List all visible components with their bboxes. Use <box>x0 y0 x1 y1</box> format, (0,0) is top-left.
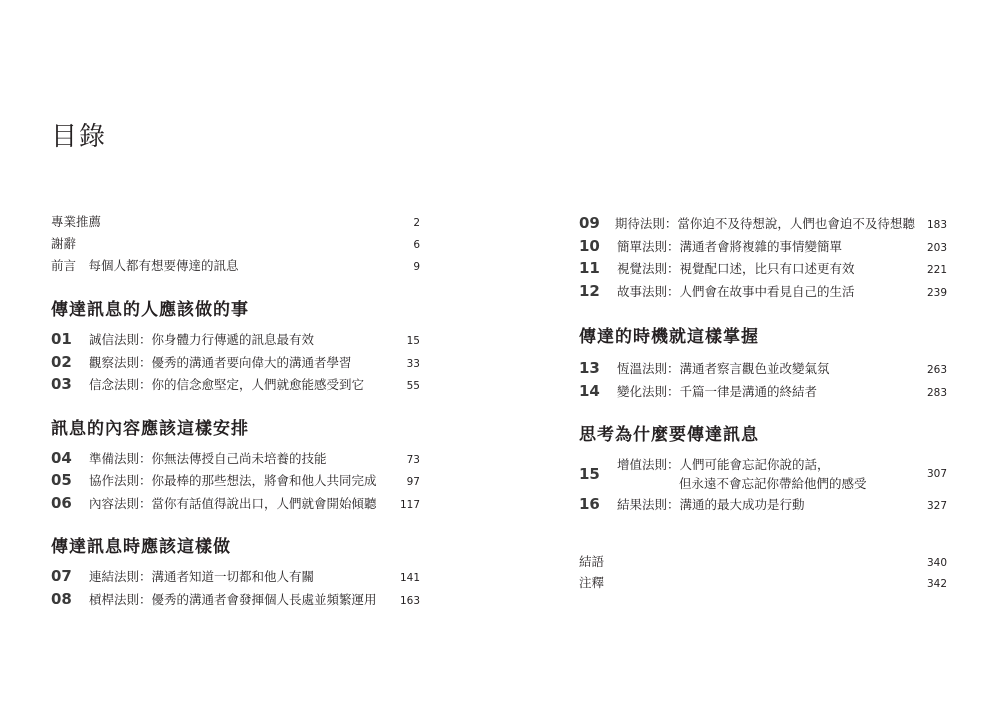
chapter-number: 09 <box>579 214 600 232</box>
chapter-title: 故事法則：人們會在故事中看見自己的生活 <box>617 283 855 299</box>
chapter-page: 73 <box>406 453 420 466</box>
chapter-page: 327 <box>926 500 947 512</box>
chapter-title: 期待法則：當你迫不及待想說，人們也會迫不及待想聽 <box>614 216 915 231</box>
toc-entry[interactable] <box>51 590 420 613</box>
toc-entry[interactable] <box>51 494 420 517</box>
toc-entry-page: 2 <box>413 217 420 229</box>
chapter-number: 05 <box>51 471 72 489</box>
chapter-page: 183 <box>926 219 947 231</box>
chapter-title: 槓桿法則：優秀的溝通者會發揮個人長處並頻繁運用 <box>89 591 377 607</box>
toc-entry[interactable] <box>579 453 947 495</box>
chapter-number: 04 <box>51 448 72 467</box>
chapter-title: 連結法則：溝通者知道一切都和他人有關 <box>89 569 315 584</box>
chapter-number: 02 <box>51 352 72 371</box>
toc-entry[interactable] <box>579 259 947 282</box>
chapter-page: 163 <box>399 594 420 607</box>
chapter-page: 141 <box>399 572 420 584</box>
front-matter-list <box>51 212 420 278</box>
toc-entry-label: 專業推薦 <box>51 214 102 229</box>
chapter-title: 誠信法則：你身體力行傳遞的訊息最有效 <box>89 332 315 347</box>
section-title: 傳達的時機就這樣掌握 <box>579 327 759 347</box>
chapter-page: 307 <box>926 468 947 480</box>
chapter-title: 簡單法則：溝通者會將複雜的事情變簡單 <box>617 238 843 254</box>
toc-right-column <box>579 214 947 594</box>
chapter-title: 內容法則：當你有話值得說出口，人們就會開始傾聽 <box>89 495 377 511</box>
toc-entry-conclusion[interactable] <box>579 552 947 573</box>
chapter-title: 準備法則：你無法傳授自己尚未培養的技能 <box>89 450 327 466</box>
chapter-number: 08 <box>51 589 72 608</box>
toc-entry[interactable] <box>579 237 947 260</box>
toc-entry[interactable] <box>51 471 420 494</box>
chapter-title: 觀察法則：優秀的溝通者要向偉大的溝通者學習 <box>89 354 352 370</box>
section-title: 傳達訊息時應該這樣做 <box>51 537 231 557</box>
toc-entry-preface[interactable] <box>51 256 420 278</box>
chapter-title-continued: 但永遠不會忘記你帶給他們的感受 <box>679 476 867 491</box>
chapter-page: 15 <box>406 335 420 347</box>
toc-entry[interactable] <box>579 359 947 382</box>
section-title: 訊息的內容應該這樣安排 <box>51 418 249 439</box>
toc-entry[interactable] <box>579 214 947 237</box>
toc-entry-page: 9 <box>413 261 420 273</box>
toc-entry[interactable] <box>51 330 420 353</box>
chapter-title: 結果法則：溝通的最大成功是行動 <box>617 497 805 512</box>
toc-entry-label: 結語 <box>579 553 605 569</box>
toc-entry[interactable] <box>51 353 420 376</box>
toc-entry-notes[interactable] <box>579 573 947 594</box>
chapter-number: 14 <box>579 381 600 400</box>
chapter-title: 變化法則：千篇一律是溝通的終結者 <box>617 383 818 399</box>
toc-entry-page: 340 <box>926 556 947 569</box>
toc-entry-label: 謝辭 <box>51 236 77 251</box>
toc-entry[interactable] <box>579 382 947 405</box>
chapter-number: 06 <box>51 493 72 512</box>
chapter-title: 信念法則：你的信念愈堅定，人們就愈能感受到它 <box>89 377 365 392</box>
toc-entry[interactable] <box>51 567 420 590</box>
toc-entry-recommendations[interactable] <box>51 212 420 234</box>
chapter-title: 恆溫法則：溝通者察言觀色並改變氣氛 <box>617 361 830 376</box>
back-matter-list <box>579 552 947 594</box>
section-title: 思考為什麼要傳達訊息 <box>579 425 759 445</box>
chapter-number: 16 <box>579 495 600 513</box>
chapter-number: 11 <box>579 259 600 277</box>
toc-entry-label: 前言 每個人都有想要傳達的訊息 <box>51 258 239 273</box>
chapter-page: 117 <box>399 498 420 511</box>
toc-entry-label: 注釋 <box>579 574 605 590</box>
chapter-page: 263 <box>926 364 947 376</box>
chapter-page: 55 <box>406 380 420 392</box>
chapter-number: 13 <box>579 359 600 377</box>
chapter-number: 03 <box>51 375 72 393</box>
chapter-page: 239 <box>926 286 947 299</box>
chapter-page: 203 <box>926 241 947 254</box>
chapter-number: 12 <box>579 281 600 300</box>
page-title: 目錄 <box>51 122 108 152</box>
toc-entry[interactable] <box>579 495 947 518</box>
chapter-title-block <box>617 455 913 493</box>
chapter-page: 97 <box>406 476 420 488</box>
chapter-number: 01 <box>51 330 72 348</box>
toc-left-column <box>51 212 420 612</box>
chapter-title: 增值法則：人們可能會忘記你說的話， <box>617 457 830 472</box>
chapter-number: 10 <box>579 236 600 255</box>
toc-entry[interactable] <box>51 449 420 472</box>
chapter-number: 15 <box>579 465 600 483</box>
toc-entry[interactable] <box>579 282 947 305</box>
toc-entry[interactable] <box>51 375 420 398</box>
chapter-number: 07 <box>51 567 72 585</box>
section-title: 傳達訊息的人應該做的事 <box>51 300 249 320</box>
chapter-page: 221 <box>926 264 947 276</box>
chapter-title: 協作法則：你最棒的那些想法，將會和他人共同完成 <box>89 473 377 488</box>
chapter-title: 視覺法則：視覺配口述，比只有口述更有效 <box>617 261 855 276</box>
chapter-page: 283 <box>926 386 947 399</box>
toc-entry-page: 6 <box>413 239 420 251</box>
toc-entry-page: 342 <box>926 577 947 590</box>
toc-entry-acknowledgments[interactable] <box>51 234 420 256</box>
chapter-page: 33 <box>406 357 420 370</box>
